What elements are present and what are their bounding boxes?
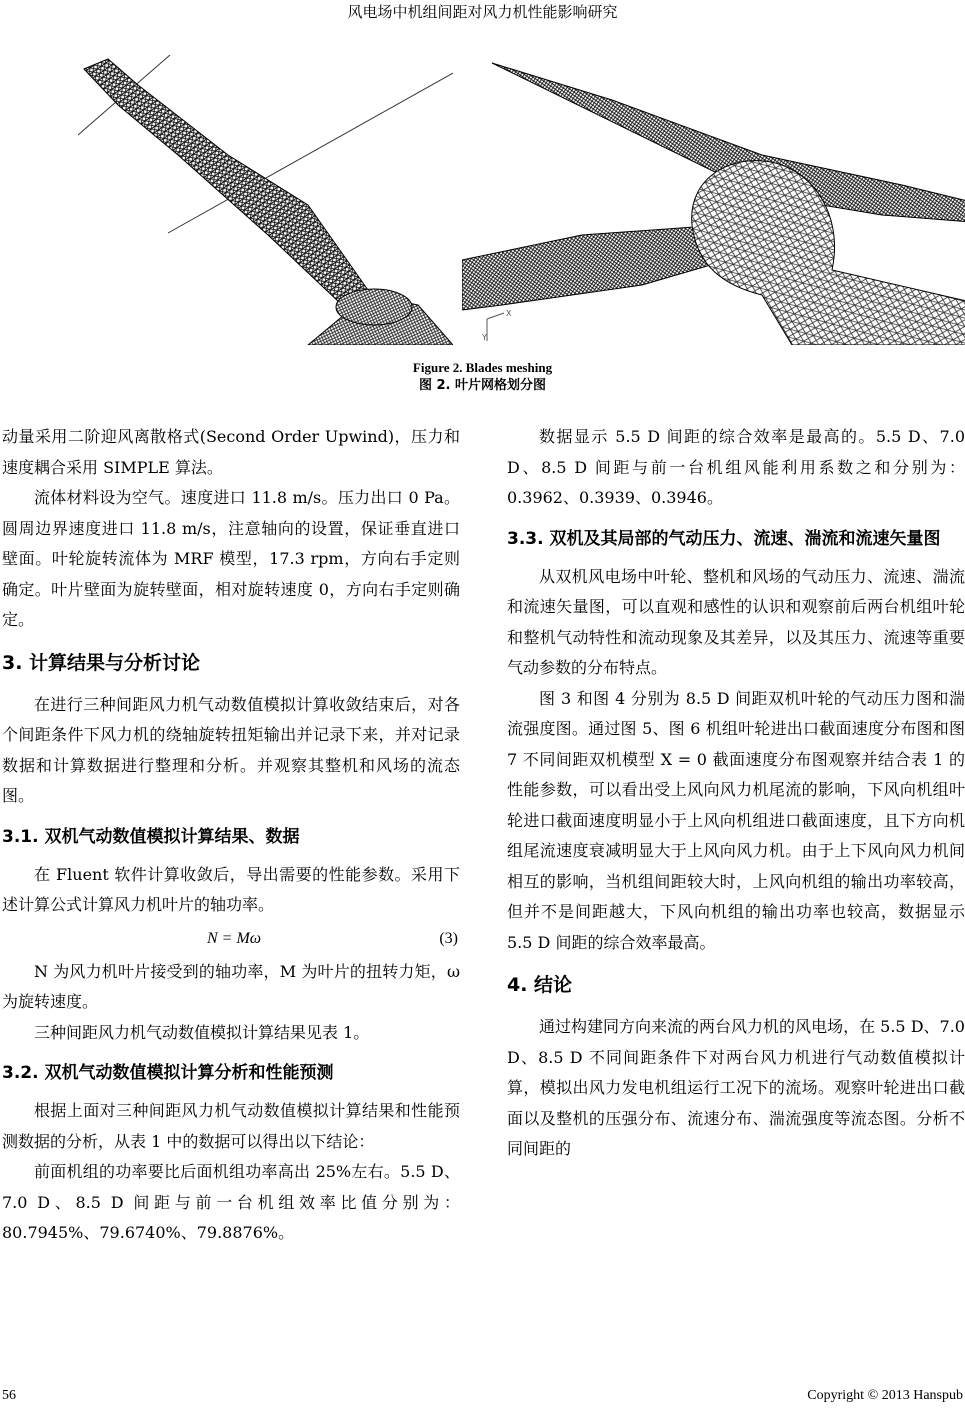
equation-body: N = Mω — [207, 929, 262, 947]
subsection-heading-3-3: 3.3. 双机及其局部的气动压力、流速、湍流和流速矢量图 — [507, 528, 941, 549]
section-heading-4: 4. 结论 — [507, 974, 573, 996]
axis-x-label: X — [506, 309, 512, 318]
section-heading-3: 3. 计算结果与分析讨论 — [2, 651, 201, 674]
paragraph: N 为风力机叶片接受到的轴功率，M 为叶片的扭转力矩，ω 为旋转速度。 — [2, 961, 460, 1011]
blade-mesh-image-left — [78, 55, 453, 345]
right-column — [507, 422, 965, 1165]
subsection-heading-3-2: 3.2. 双机气动数值模拟计算分析和性能预测 — [2, 1063, 334, 1083]
hub-mesh — [336, 289, 412, 325]
axis-y-label: Y — [482, 333, 487, 342]
page-number: 56 — [2, 1388, 16, 1403]
subsection-heading-3-1: 3.1. 双机气动数值模拟计算结果、数据 — [2, 826, 300, 847]
blade-mesh-image-right — [462, 55, 965, 345]
equation-number: (3) — [439, 929, 458, 947]
paragraph: 数据显示 5.5 D 间距的综合效率是最高的。5.5 D、7.0 D、8.5 D 间距与前一台机组风能利用系数之和分别为：0.3962、0.3939、0.3946。 — [507, 427, 965, 507]
figure-blades-meshing — [78, 55, 884, 345]
paragraph: 动量采用二阶迎风离散格式(Second Order Upwind)，压力和速度耦合采用 SIMPLE 算法。 — [2, 427, 460, 477]
figure-caption-en: Figure 2. Blades meshing — [412, 360, 553, 375]
paragraph: 三种间距风力机气动数值模拟计算结果见表 1。 — [34, 1022, 370, 1042]
paragraph: 从双机风电场中叶轮、整机和风场的气动压力、流速、湍流和流速矢量图，可以直观和感性的认识和观察前后两台机组叶轮和整机气动特性和流动现象及其差异，以及其压力、流速等重要气动参数的分布特点。 — [507, 566, 965, 677]
paragraph: 前面机组的功率要比后面机组功率高出 25%左右。5.5 D、7.0 D、8.5 D 间距与前一台机组效率比值分别为：80.7945%、79.6740%、79.8876%。 — [2, 1162, 460, 1242]
paragraph: 在进行三种间距风力机气动数值模拟计算收敛结束后，对各个间距条件下风力机的绕轴旋转扭矩输出并记录下来，并对记录数据和计算数据进行整理和分析。并观察其整机和风场的流态图。 — [2, 694, 460, 805]
paragraph: 在 Fluent 软件计算收敛后，导出需要的性能参数。采用下述计算公式计算风力机叶片的轴功率。 — [2, 864, 460, 914]
equation-3 — [2, 921, 460, 957]
paragraph: 通过构建同方向来流的两台风力机的风电场，在 5.5 D、7.0 D、8.5 D 不同间距条件下对两台风力机进行气动数值模拟计算，模拟出风力发电机组运行工况下的流场。观察叶轮进出口截面以及整机的压强分布、流速分布、湍流强度等流态图。分析不同间距的 — [507, 1017, 965, 1158]
copyright-notice: Copyright © 2013 Hanspub — [807, 1388, 963, 1403]
blade-mesh — [84, 59, 368, 303]
paragraph: 图 3 和图 4 分别为 8.5 D 间距双机叶轮的气动压力图和湍流强度图。通过图 5、图 6 机组叶轮进出口截面速度分布图和图 7 不同间距双机模型 X = 0 截面速度分布图观察并结合表 1 的性能参数，可以看出受上风向风力机尾流的影响，下风向机组叶轮进口截面速度明显小于上风向机组进口截面速度，且下方向机组尾流速度衰减明显大于上风向风力机。由于上下风向风力机间相互的影响，当机组间距较大时，上风向机组的输出功率较高，但并不是间距越大，下风向机组的输出功率也较高，数据显示 5.5 D 间距的综合效率最高。 — [507, 688, 965, 952]
axis-x-line — [487, 313, 504, 319]
paragraph: 流体材料设为空气。速度进口 11.8 m/s。压力出口 0 Pa。圆周边界速度进口 11.8 m/s，注意轴向的设置，保证垂直进口壁面。叶轮旋转流体为 MRF 模型，17.3 rpm，方向右手定则确定。叶片壁面为旋转壁面，相对旋转速度 0，方向右手定则确定。 — [2, 488, 460, 629]
paragraph: 根据上面对三种间距风力机气动数值模拟计算结果和性能预测数据的分析，从表 1 中的数据可以得出以下结论： — [2, 1101, 460, 1151]
running-header: 风电场中机组间距对风力机性能影响研究 — [347, 3, 618, 21]
left-column — [2, 422, 460, 1249]
figure-caption-zh: 图 2. 叶片网格划分图 — [418, 378, 547, 393]
